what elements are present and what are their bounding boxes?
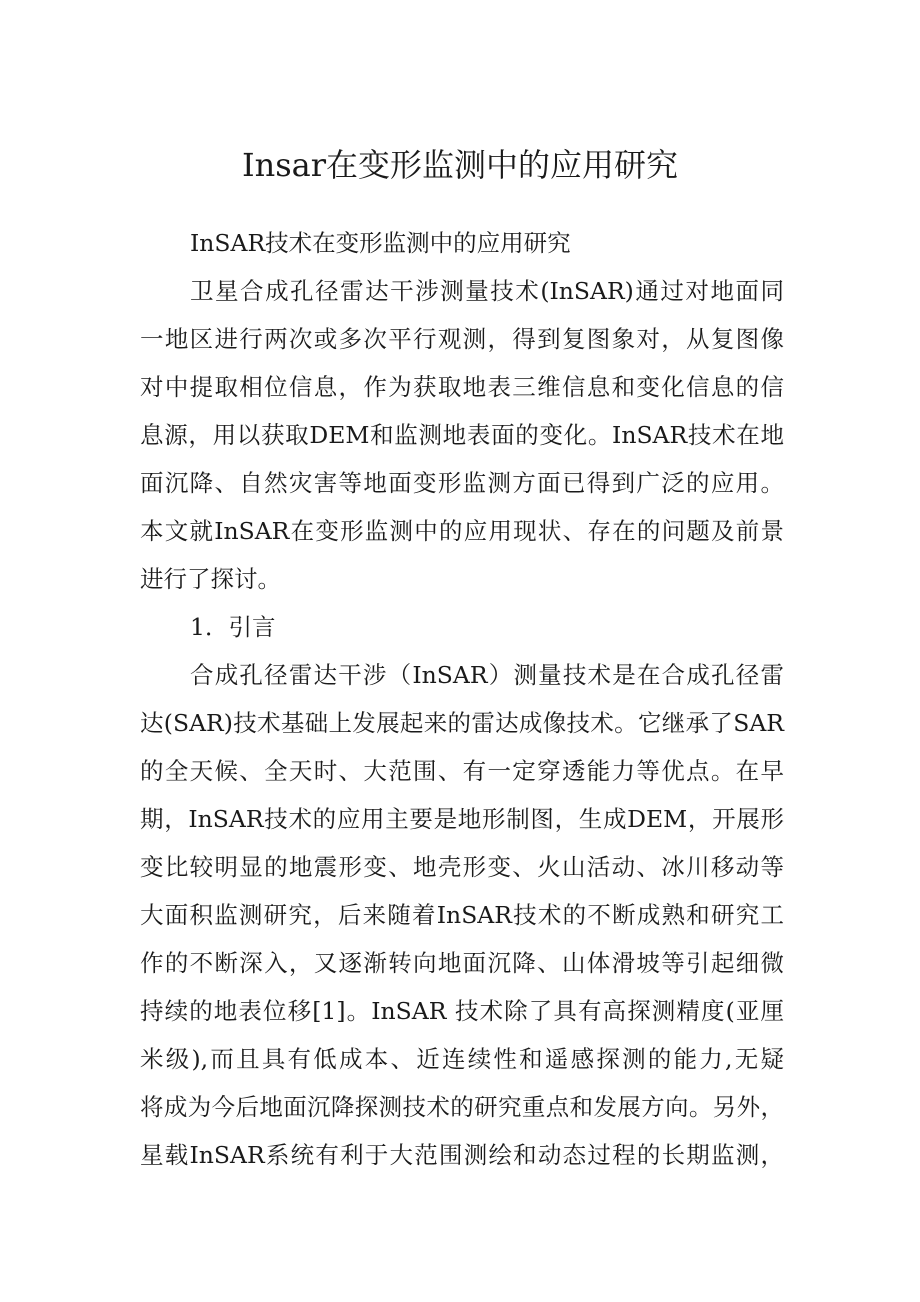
text-line: 面沉降、自然灾害等地面变形监测方面已得到广泛的应用。 (140, 469, 784, 497)
text-line: 一地区进行两次或多次平行观测，得到复图象对，从复图像 (140, 325, 784, 353)
text-line: 本文就InSAR在变形监测中的应用现状、存在的问题及前景 (140, 517, 784, 545)
text-line: 进行了探讨。 (140, 565, 281, 593)
text-line: InSAR技术在变形监测中的应用研究 (190, 229, 571, 257)
text-line: 合成孔径雷达干涉（InSAR）测量技术是在合成孔径雷 (190, 661, 784, 689)
text-line: 的全天候、全天时、大范围、有一定穿透能力等优点。在早 (140, 757, 784, 785)
text-line: 息源，用以获取DEM和监测地表面的变化。InSAR技术在地 (140, 421, 784, 449)
text-line: 对中提取相位信息，作为获取地表三维信息和变化信息的信 (140, 373, 784, 401)
text-line: 持续的地表位移[1]。InSAR 技术除了具有高探测精度(亚厘 (140, 997, 784, 1025)
document-title: Insar在变形监测中的应用研究 (241, 146, 679, 184)
text-line: 变比较明显的地震形变、地壳形变、火山活动、冰川移动等 (140, 853, 784, 881)
text-line: 达(SAR)技术基础上发展起来的雷达成像技术。它继承了SAR (140, 709, 784, 737)
document-body (140, 219, 784, 1179)
text-line: 卫星合成孔径雷达干涉测量技术(InSAR)通过对地面同 (190, 277, 784, 305)
text-line: 作的不断深入，又逐渐转向地面沉降、山体滑坡等引起细微 (140, 949, 784, 977)
text-line: 期，InSAR技术的应用主要是地形制图，生成DEM，开展形 (140, 805, 784, 833)
text-line: 将成为今后地面沉降探测技术的研究重点和发展方向。另外， (140, 1093, 784, 1121)
text-line: 星载InSAR系统有利于大范围测绘和动态过程的长期监测， (140, 1141, 784, 1169)
text-line: 米级),而且具有低成本、近连续性和遥感探测的能力,无疑 (140, 1045, 784, 1073)
text-line: 大面积监测研究，后来随着InSAR技术的不断成熟和研究工 (140, 901, 784, 929)
text-line: 1．引言 (190, 613, 276, 641)
